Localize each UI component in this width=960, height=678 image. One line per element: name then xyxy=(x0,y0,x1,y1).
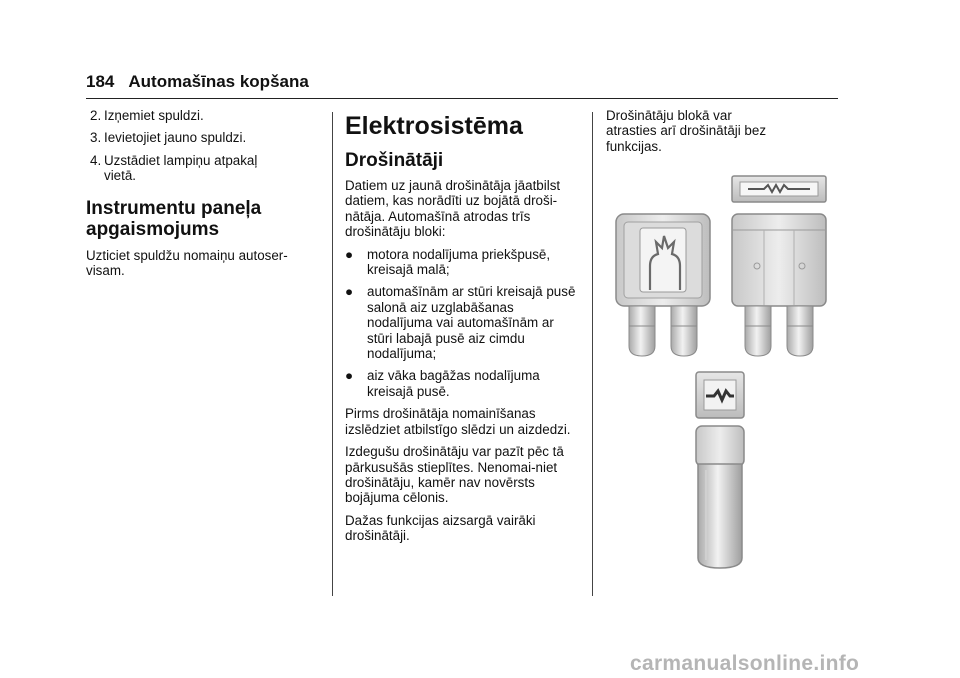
column-right xyxy=(606,108,842,161)
list-item xyxy=(345,368,581,399)
step-text: Ievietojiet jauno spuldzi. xyxy=(104,130,247,146)
page-number: 184 xyxy=(86,72,115,91)
subsection-title: Drošinātāji xyxy=(345,150,444,171)
step-number: 2. xyxy=(90,108,102,123)
bullet-icon: ● xyxy=(345,368,354,384)
mini-fuse-top-icon xyxy=(696,372,744,418)
section-text: Uzticiet spuldžu nomaiņu autoser-visam. xyxy=(86,247,288,279)
page-header xyxy=(86,72,309,92)
bullet-text: aiz vāka bagāžas nodalījuma kreisajā pusē. xyxy=(367,368,540,399)
paragraph: Drošinātāju blokā var atrasties arī drošinātāji bez funkcijas. xyxy=(606,108,767,154)
blade-fuse-side-icon xyxy=(732,214,826,356)
fuse-block-list xyxy=(345,247,581,400)
column-divider xyxy=(592,112,593,596)
step-text: Uzstādiet lampiņu atpakaļ vietā. xyxy=(104,152,258,184)
long-fuse-side-icon xyxy=(696,426,744,568)
header-rule xyxy=(86,98,838,99)
paragraph: Izdegušu drošinātāju var pazīt pēc tā pārkusušās stieplītes. Nenomai-niet drošinātāju, kamēr nav novērsts bojājuma cēlonis. xyxy=(345,444,564,506)
column-left xyxy=(86,108,308,285)
chapter-title: Elektrosistēma xyxy=(345,112,523,140)
list-item xyxy=(86,153,308,184)
step-number: 3. xyxy=(90,130,102,146)
bullet-text: motora nodalījuma priekšpusē, kreisajā malā; xyxy=(367,246,551,278)
column-divider xyxy=(332,112,333,596)
paragraph: Pirms drošinātāja nomainīšanas izslēdziet atbilstīgo slēdzi un aizdedzi. xyxy=(345,406,571,437)
step-list xyxy=(86,108,308,184)
paragraph: Dažas funkcijas aizsargā vairāki drošinātāji. xyxy=(345,512,536,544)
step-text: Izņemiet spuldzi. xyxy=(104,108,204,123)
blade-fuse-front-icon xyxy=(616,214,710,356)
bullet-text: automašīnām ar stūri kreisajā pusē salonā aiz uzglabāšanas nodalījuma vai automašīnām ar stūri labajā pusē aiz cimdu nodalījuma; xyxy=(367,284,576,362)
blade-fuse-top-icon xyxy=(732,176,826,202)
list-item xyxy=(86,108,308,123)
intro-paragraph: Datiem uz jaunā drošinātāja jāatbilst datiem, kas norādīti uz bojātā droši-nātāja. Automašīnā atrodas trīs drošinātāju bloki: xyxy=(345,178,561,240)
fuse-illustration xyxy=(606,170,842,570)
section-title: Instrumentu paneļa apgaismojums xyxy=(86,197,262,240)
list-item xyxy=(86,130,308,145)
watermark: carmanualsonline.info xyxy=(630,652,860,675)
column-middle xyxy=(345,108,581,551)
bullet-icon: ● xyxy=(345,284,354,300)
bullet-icon: ● xyxy=(345,246,354,262)
chapter-header-title: Automašīnas kopšana xyxy=(128,72,309,91)
list-item xyxy=(345,247,581,278)
list-item xyxy=(345,284,581,361)
step-number: 4. xyxy=(90,152,102,168)
